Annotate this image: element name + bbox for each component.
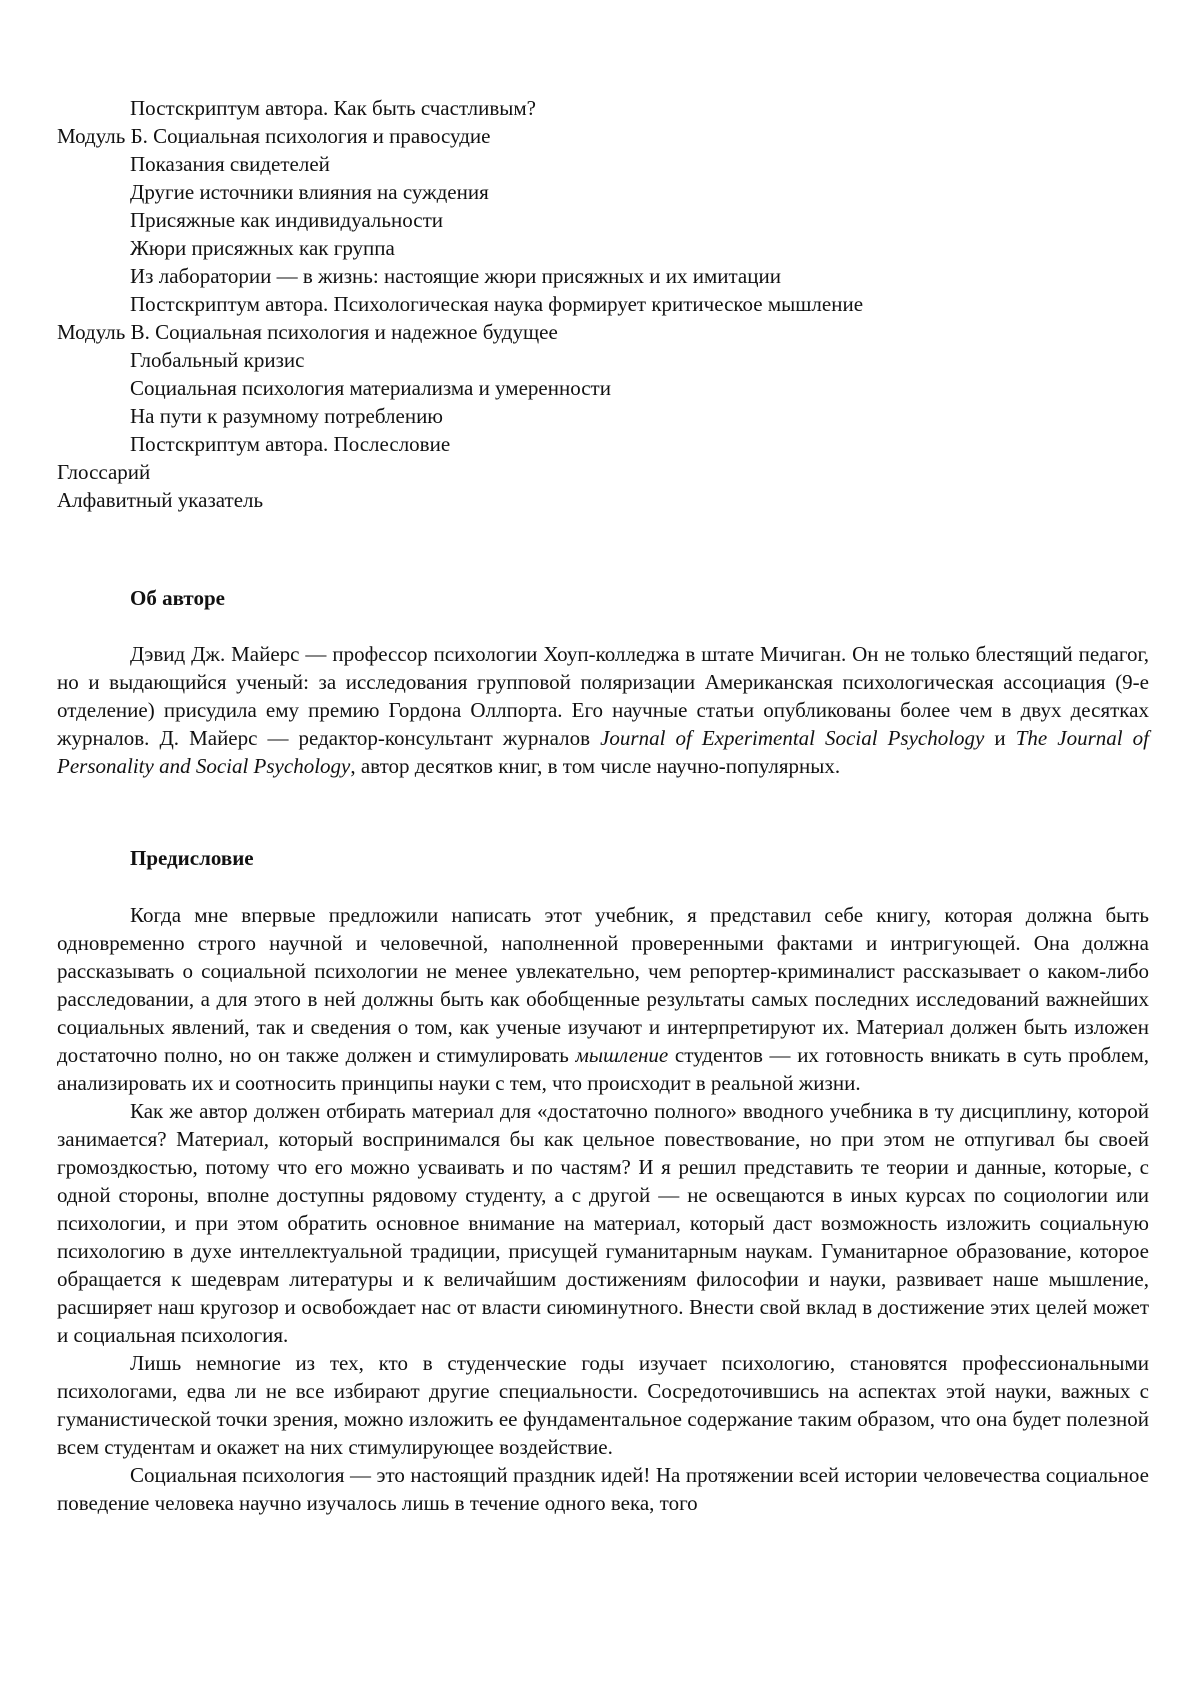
toc-item: Постскриптум автора. Послесловие (130, 432, 451, 456)
preface-text: студентов — их готовность вникать в суть проблем, анализировать их и соотносить принципы науки с тем, что происходит в реальной жизни. (57, 1043, 1149, 1095)
toc-item: Из лаборатории — в жизнь: настоящие жюри присяжных и их имитации (130, 264, 781, 288)
toc-item: Постскриптум автора. Психологическая наука формирует критическое мышление (130, 292, 864, 316)
journal-title: Journal of Experimental Social Psychology (600, 726, 985, 750)
about-text: Дэвид Дж. Майерс — профессор психологии Хоуп-колледжа в штате Мичиган. Он не только блестящий педагог, но и выдающийся ученый: за исследования групповой поляризации Американская психологическая ассоциация (9-е отделение) присудила ему премию Гордона Оллпорта. Его научные статьи опубликованы более чем в двух десятках журналов. Д. Майерс — редактор-консультант журналов (57, 642, 1149, 750)
toc-item: Модуль Б. Социальная психология и правосудие (57, 124, 491, 148)
toc-item: Показания свидетелей (130, 152, 330, 176)
toc-item: Присяжные как индивидуальности (130, 208, 443, 232)
toc-item: Алфавитный указатель (57, 488, 264, 512)
toc-item: Глобальный кризис (130, 348, 305, 372)
about-paragraph (57, 640, 1149, 780)
toc-item: Социальная психология материализма и умеренности (130, 376, 611, 400)
toc-item: На пути к разумному потреблению (130, 404, 444, 428)
toc-item: Другие источники влияния на суждения (130, 180, 489, 204)
document-page (57, 94, 1149, 1517)
journal-title: The Journal of Personality and Social Psychology (57, 726, 1149, 778)
toc-item: Глоссарий (57, 460, 151, 484)
table-of-contents (57, 94, 1149, 514)
about-text: и (984, 726, 1016, 750)
preface-paragraph: Лишь немногие из тех, кто в студенческие годы изучает психологию, становятся профессиональными психологами, едва ли не все избирают другие специальности. Сосредоточившись на аспектах этой науки, важных с гуманистической точки зрения, можно изложить ее фундаментальное содержание таким образом, что она будет полезной всем студентам и окажет на них стимулирующее воздействие. (57, 1351, 1149, 1459)
preface-text: Когда мне впервые предложили написать этот учебник, я представил себе книгу, которая должна быть одновременно строго научной и человечной, наполненной проверенными фактами и интригующей. Она должна рассказывать о социальной психологии не менее увлекательно, чем репортер-криминалист рассказывает о каком-либо расследовании, а для этого в ней должны быть как обобщенные результаты самых последних исследований важнейших социальных явлений, так и сведения о том, как ученые изучают и интерпретируют их. Материал должен быть изложен достаточно полно, но он также должен и стимулировать (57, 903, 1149, 1067)
preface-paragraph (57, 901, 1149, 1097)
preface-heading: Предисловие (130, 846, 254, 870)
preface-paragraph: Социальная психология — это настоящий праздник идей! На протяжении всей истории человечества социальное поведение человека научно изучалось лишь в течение одного века, того (57, 1463, 1149, 1515)
preface-paragraph: Как же автор должен отбирать материал для «достаточно полного» вводного учебника в ту дисциплину, которой занимается? Материал, который воспринимался бы как цельное повествование, но при этом не отпугивал бы своей громоздкостью, потому что его можно усваивать и по частям? И я решил представить те теории и данные, которые, с одной стороны, вполне доступны рядовому студенту, а с другой — не освещаются в иных курсах по социологии или психологии, и при этом обратить основное внимание на материал, который даст возможность изложить социальную психологию в духе интеллектуальной традиции, присущей гуманитарным наукам. Гуманитарное образование, которое обращается к шедеврам литературы и к величайшим достижениям философии и науки, развивает наше мышление, расширяет наш кругозор и освобождает нас от власти сиюминутного. Внести свой вклад в достижение этих целей может и социальная психология. (57, 1099, 1149, 1347)
toc-item: Модуль В. Социальная психология и надежное будущее (57, 320, 558, 344)
about-heading: Об авторе (130, 586, 225, 610)
toc-item: Постскриптум автора. Как быть счастливым? (130, 96, 536, 120)
about-text: , автор десятков книг, в том числе научно-популярных. (350, 754, 841, 778)
emphasized-word: мышление (575, 1043, 669, 1067)
toc-item: Жюри присяжных как группа (130, 236, 395, 260)
